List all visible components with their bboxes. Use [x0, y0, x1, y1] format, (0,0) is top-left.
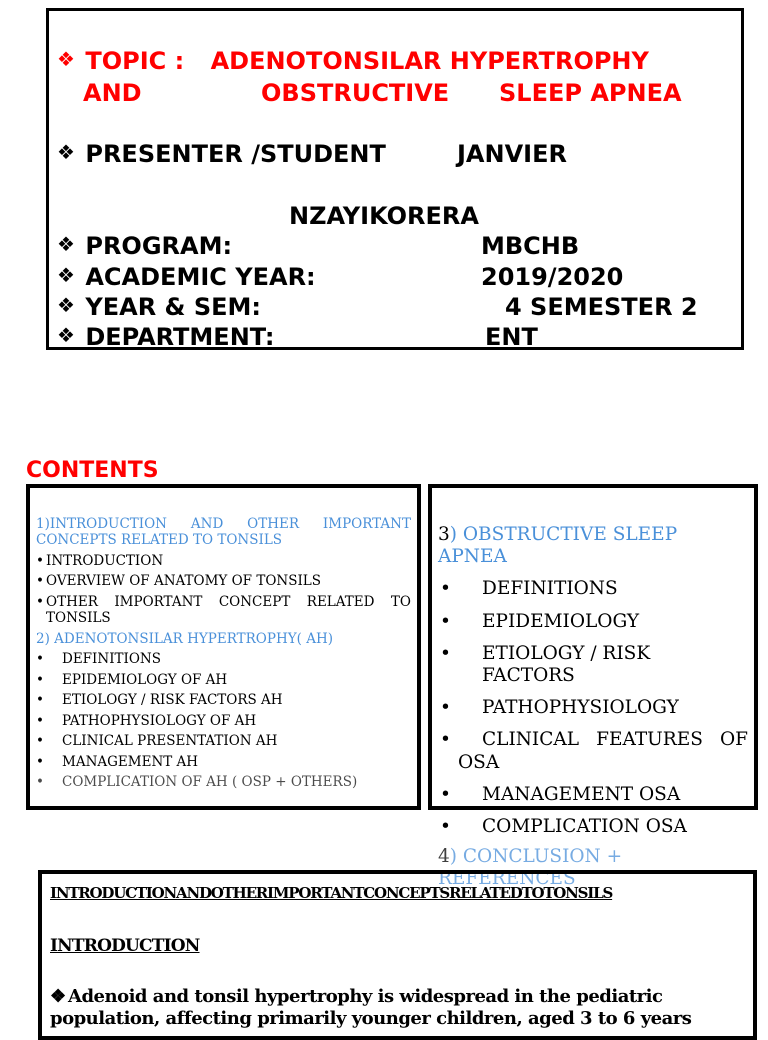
list-item: • PATHOPHYSIOLOGY: [438, 697, 748, 719]
info-label: YEAR & SEM:: [85, 293, 261, 321]
info-row-year-sem: [57, 295, 737, 319]
slide-heading: INTRODUCTIONANDOTHERIMPORTANTCONCEPTSRELATEDTOTONSILS: [50, 884, 613, 902]
diamond-bullet-icon: ❖: [57, 263, 75, 287]
info-value: ENT: [485, 323, 538, 351]
list-item: • COMPLICATION OSA: [438, 816, 748, 838]
list-item: • ETIOLOGY / RISK FACTORS: [438, 643, 748, 687]
topic-title-line1: ADENOTONSILAR HYPERTROPHY: [210, 47, 649, 75]
bullet-text: Adenoid and tonsil hypertrophy is widespread in the pediatric population, affecting primarily younger children, aged 3 to 6 years: [50, 986, 692, 1029]
list-item: • OVERVIEW OF ANATOMY OF TONSILS: [36, 573, 411, 589]
list-item-text: • OTHER IMPORTANT CONCEPT RELATED TO: [46, 593, 411, 610]
topic-label: TOPIC :: [85, 47, 185, 75]
section-1-title: 1)INTRODUCTION AND OTHER IMPORTANT: [36, 516, 411, 532]
topic-sleep-apnea: SLEEP APNEA: [499, 79, 682, 107]
list-item: • CLINICAL PRESENTATION AH: [36, 733, 411, 749]
diamond-bullet-icon: ❖: [57, 140, 75, 164]
title-slide: [46, 8, 744, 350]
info-label: ACADEMIC YEAR:: [85, 263, 316, 291]
list-item: • MANAGEMENT AH: [36, 754, 411, 770]
list-item: [36, 594, 411, 627]
topic-obstructive: OBSTRUCTIVE: [261, 79, 450, 107]
list-item: • PATHOPHYSIOLOGY OF AH: [36, 713, 411, 729]
info-label: PROGRAM:: [85, 232, 233, 260]
contents-right-box: [428, 484, 758, 890]
list-item: • ETIOLOGY / RISK FACTORS AH: [36, 692, 411, 708]
presenter-last-name: NZAYIKORERA: [289, 202, 479, 230]
list-item: • EPIDEMIOLOGY: [438, 611, 748, 633]
list-item-text: • CLINICAL FEATURES OF: [482, 729, 748, 751]
section-1-title-cont: CONCEPTS RELATED TO TONSILS: [36, 532, 283, 549]
info-label: DEPARTMENT:: [85, 323, 275, 351]
presenter-label: PRESENTER /STUDENT: [85, 140, 386, 168]
list-item: • INTRODUCTION: [36, 553, 411, 569]
diamond-bullet-icon: ❖: [57, 232, 75, 256]
topic-line-2: [83, 79, 682, 107]
diamond-bullet-icon: ❖: [57, 323, 75, 347]
info-row-academic-year: [57, 265, 737, 289]
slide-subheading: INTRODUCTION: [50, 936, 200, 956]
info-value: 2019/2020: [481, 263, 624, 291]
section-3-title: 3) OBSTRUCTIVE SLEEP APNEA: [438, 524, 678, 568]
section-4-title: 4) CONCLUSION + REFERENCES: [438, 846, 623, 890]
diamond-bullet-icon: ❖: [57, 293, 75, 317]
contents-left-box: [26, 484, 421, 810]
info-row-department: [57, 325, 737, 349]
diamond-bullet-icon: ❖: [50, 986, 66, 1007]
list-item: [438, 729, 748, 773]
topic-line-1: [57, 49, 649, 73]
info-row-program: [57, 234, 737, 258]
presenter-line: [57, 142, 737, 166]
presenter-first-name: JANVIER: [457, 140, 567, 168]
list-item-text-cont: OSA: [458, 751, 500, 773]
list-item: • EPIDEMIOLOGY OF AH: [36, 672, 411, 688]
bullet-paragraph: [50, 986, 749, 1029]
list-item: • COMPLICATION OF AH ( OSP + OTHERS): [36, 774, 411, 790]
info-value: 4 SEMESTER 2: [505, 293, 698, 321]
info-value: MBCHB: [481, 232, 580, 260]
section-2-title: 2) ADENOTONSILAR HYPERTROPHY( AH): [36, 630, 333, 647]
topic-and: AND: [83, 79, 142, 107]
list-item-text-cont: TONSILS: [46, 610, 111, 627]
list-item: • MANAGEMENT OSA: [438, 784, 748, 806]
diamond-bullet-icon: ❖: [57, 47, 75, 71]
list-item: • DEFINITIONS: [36, 651, 411, 667]
list-item: • DEFINITIONS: [438, 578, 748, 600]
contents-heading: CONTENTS: [26, 458, 159, 483]
introduction-slide: [38, 870, 757, 1040]
